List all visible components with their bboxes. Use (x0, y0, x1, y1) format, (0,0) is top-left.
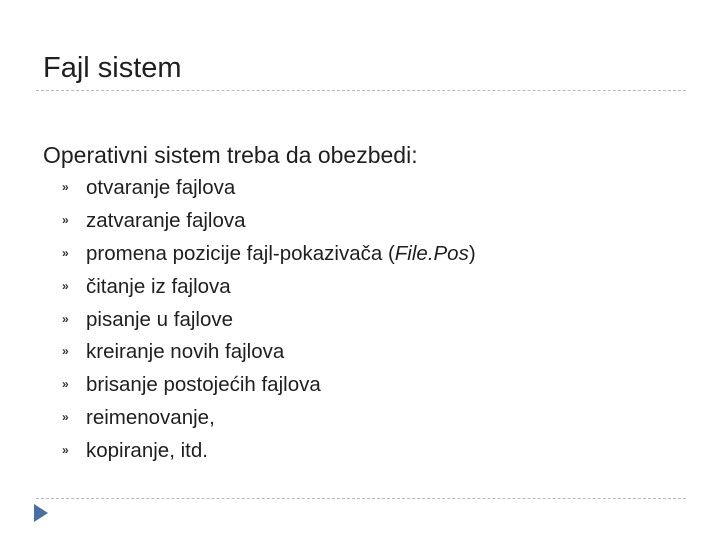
slide-title: Fajl sistem (43, 52, 182, 84)
bullet-icon: » (62, 442, 69, 457)
list-item-text: kopiranje, itd. (86, 438, 208, 462)
bullet-icon: » (62, 344, 69, 359)
bullet-icon: » (62, 245, 69, 260)
bullet-icon: » (62, 213, 69, 228)
list-item (62, 270, 476, 303)
list-item-text: kreiranje novih fajlova (86, 340, 285, 364)
bullet-list (62, 172, 476, 467)
list-item (62, 172, 476, 205)
list-item (62, 303, 476, 336)
title-divider (36, 90, 686, 91)
list-item-text-prefix: promena pozicije fajl-pokazivača ( (86, 241, 395, 265)
bullet-icon: » (62, 180, 69, 195)
list-item (62, 402, 476, 435)
list-item-text: reimenovanje, (86, 405, 215, 429)
list-item-text (86, 242, 476, 266)
list-item-text: zatvaranje fajlova (86, 209, 246, 233)
bullet-icon: » (62, 311, 69, 326)
bullet-icon: » (62, 377, 69, 392)
list-item (62, 369, 476, 402)
list-item-text-suffix: ) (468, 241, 476, 265)
bullet-icon: » (62, 278, 69, 293)
list-item (62, 205, 476, 238)
footer-divider (36, 498, 686, 499)
list-item-text: pisanje u fajlove (86, 307, 234, 331)
intro-text: Operativni sistem treba da obezbedi: (43, 142, 418, 168)
list-item (62, 238, 476, 271)
list-item (62, 336, 476, 369)
list-item-text: otvaranje fajlova (86, 176, 236, 200)
bullet-icon: » (62, 409, 69, 424)
triangle-right-icon[interactable] (34, 504, 48, 522)
list-item (62, 434, 476, 467)
list-item-text: brisanje postojećih fajlova (86, 373, 321, 397)
list-item-text-italic: File.Pos (394, 241, 469, 265)
list-item-text: čitanje iz fajlova (86, 274, 231, 298)
